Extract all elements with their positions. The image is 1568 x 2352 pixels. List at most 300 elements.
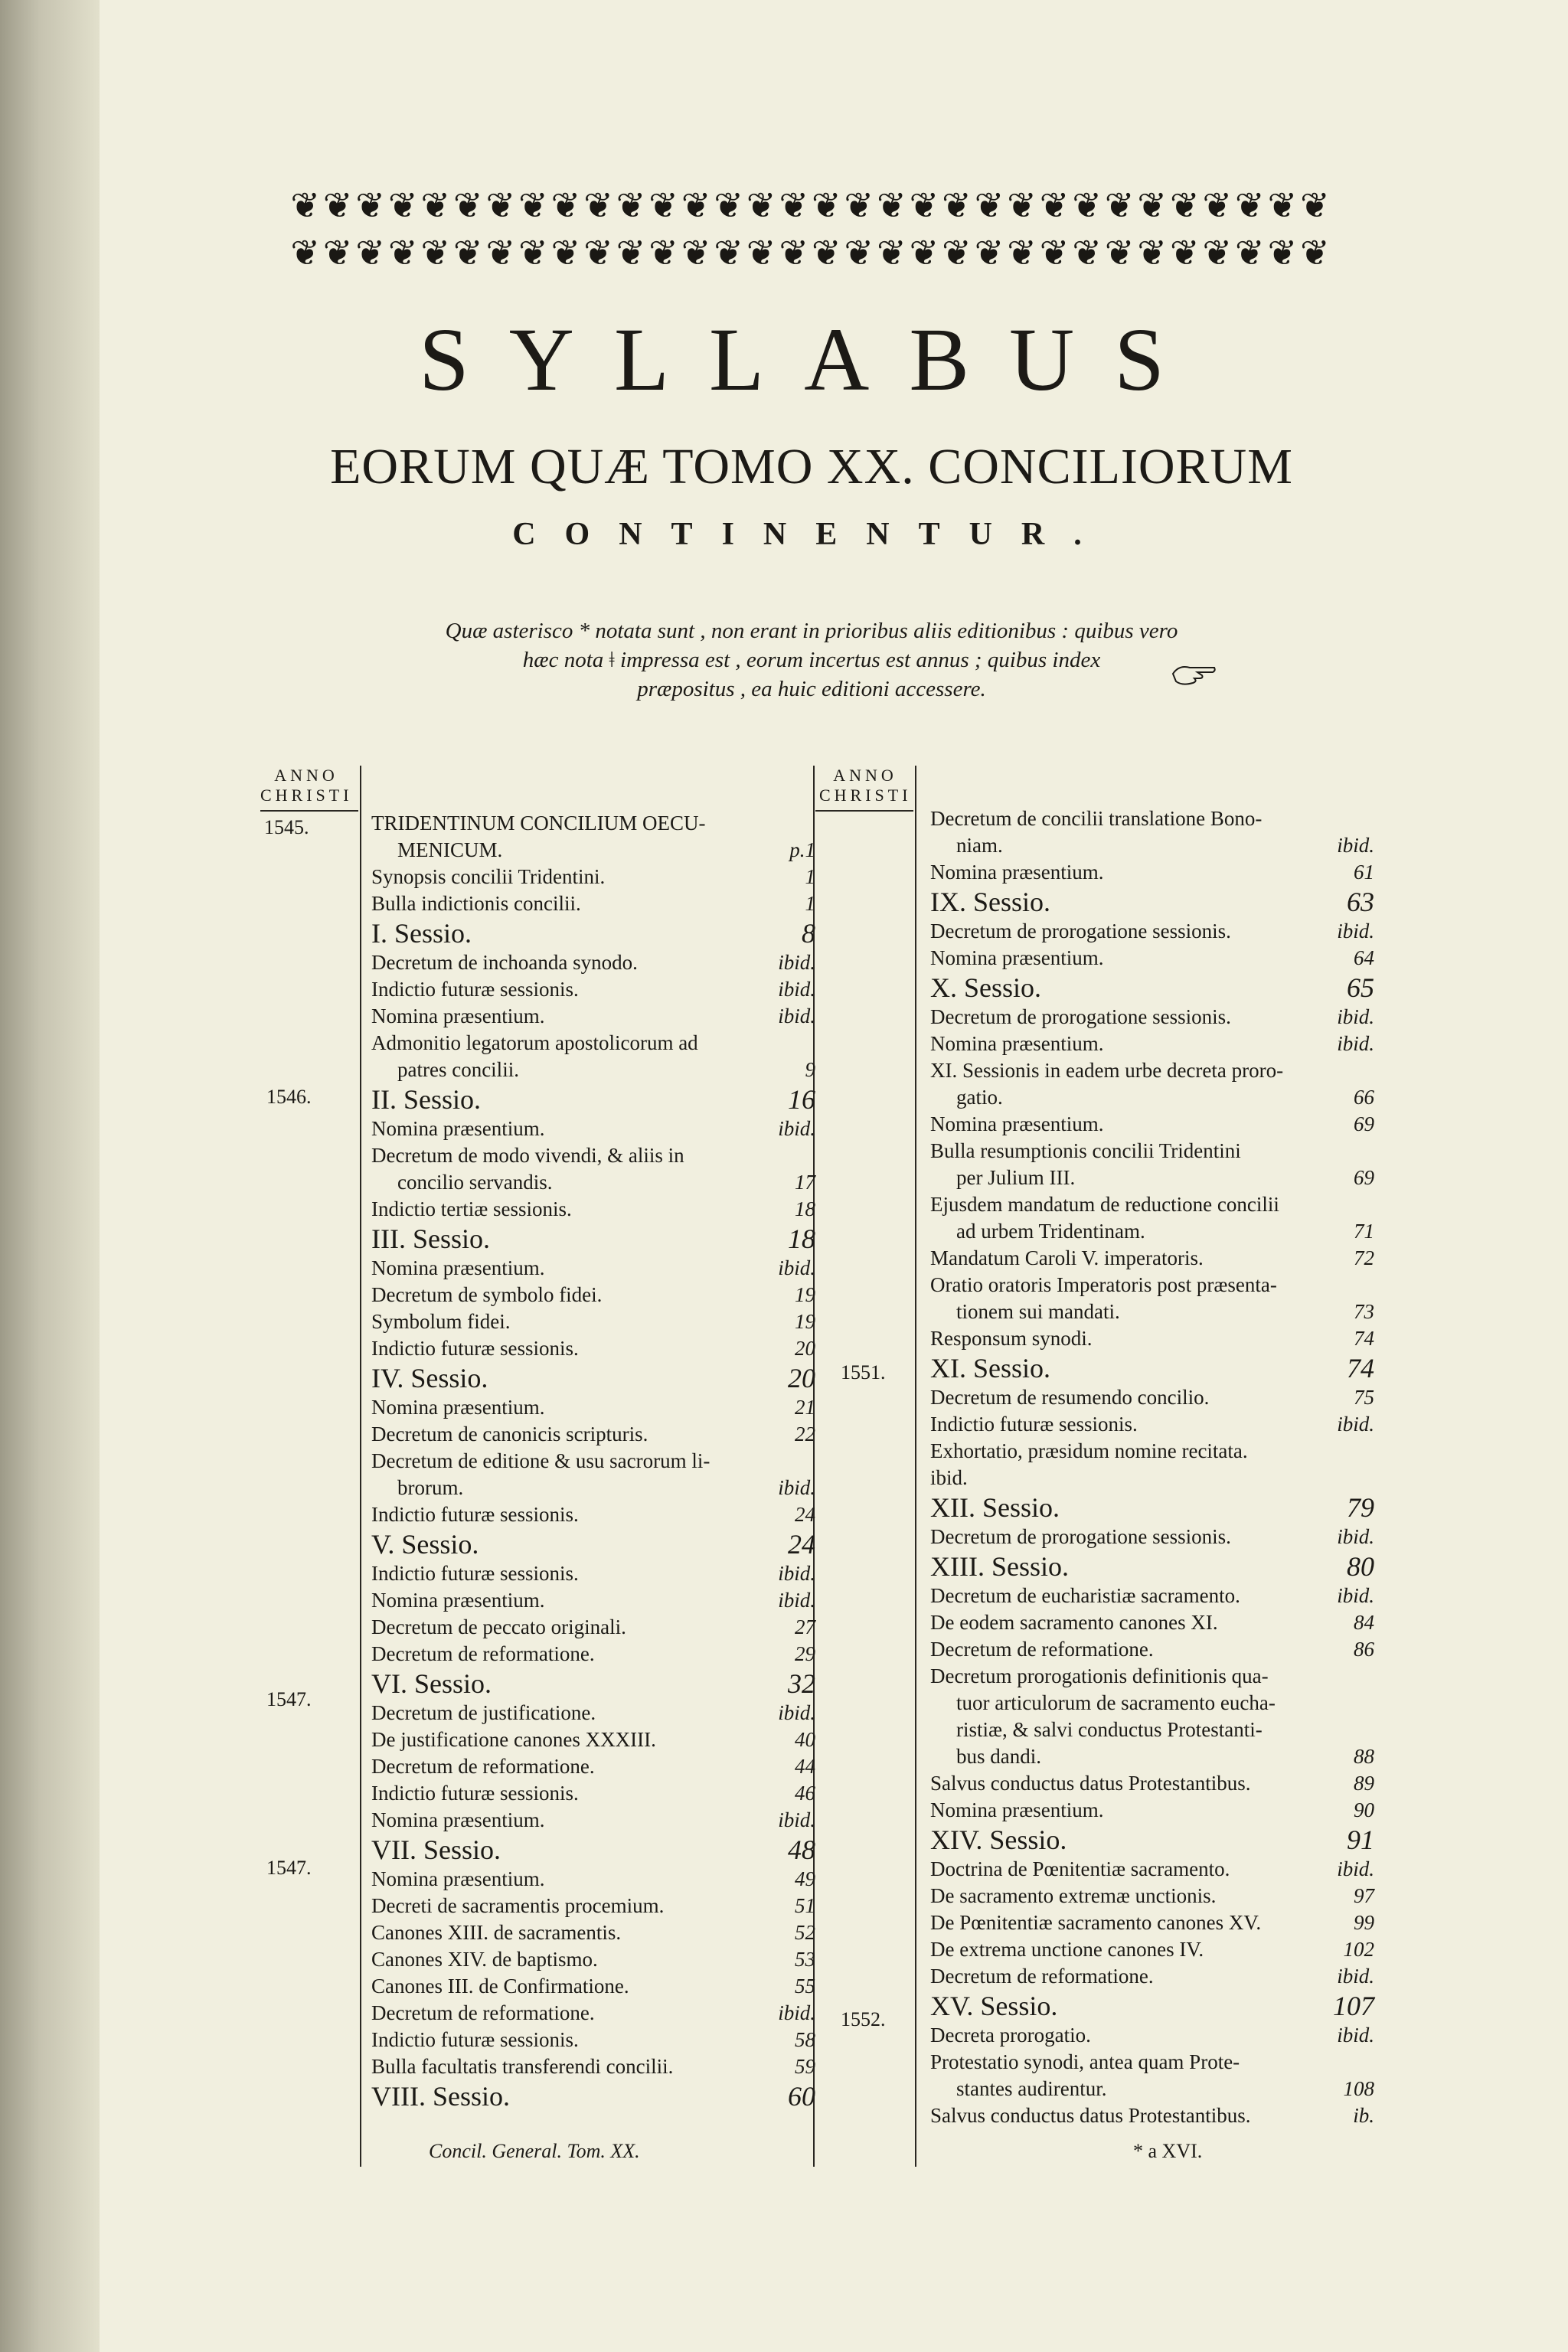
subtitle-line-1: EORUM QUÆ TOMO XX. CONCILIORUM: [330, 439, 1293, 495]
contents-entry: [930, 1465, 1374, 1491]
entry-page: 46: [795, 1782, 815, 1805]
entry-page: 19: [795, 1283, 815, 1306]
entry-page: 71: [1354, 1220, 1374, 1243]
entry-label: Nomina præsentium.: [371, 1396, 545, 1419]
entry-label: Nomina præsentium.: [371, 1256, 545, 1279]
entry-label: Oratio oratoris Imperatoris post præsenta-: [930, 1273, 1277, 1296]
contents-entry: [371, 1641, 815, 1668]
contents-entry: [930, 1111, 1374, 1138]
contents-entry: [371, 1308, 815, 1335]
entry-page: ibid.: [1337, 1857, 1374, 1880]
entry-label: Decreti de sacramentis procemium.: [371, 1894, 665, 1917]
header-anno: ANNO: [274, 766, 338, 785]
entry-label: Decretum de prorogatione sessionis.: [930, 1005, 1231, 1028]
year-marker: 1547.: [266, 1688, 312, 1710]
contents-entry: [371, 1282, 815, 1308]
contents-entry: [930, 1491, 1374, 1524]
contents-entry: [930, 1384, 1374, 1411]
entry-page: 75: [1354, 1386, 1374, 1409]
entry-label: Decretum de reformatione.: [371, 1755, 595, 1778]
contents-entry: [930, 1550, 1374, 1583]
entry-page: 51: [795, 1894, 815, 1917]
contents-entry: [930, 1325, 1374, 1352]
entry-page: 44: [795, 1755, 815, 1778]
contents-entry: [930, 1218, 1374, 1245]
contents-entry: [930, 886, 1374, 918]
entry-label: TRIDENTINUM CONCILIUM OECU-: [371, 812, 706, 835]
entry-label: Nomina præsentium.: [930, 861, 1104, 884]
entry-label: gatio.: [956, 1086, 1003, 1109]
entry-label: De sacramento extremæ unctionis.: [930, 1884, 1217, 1907]
entry-label: Nomina præsentium.: [371, 1004, 545, 1027]
entry-page: 73: [1354, 1300, 1374, 1323]
entry-label: Indictio futuræ sessionis.: [371, 1503, 579, 1526]
entry-page: 48: [788, 1834, 815, 1865]
contents-entry: [930, 1411, 1374, 1438]
entry-page: 17: [795, 1171, 815, 1194]
contents-entry: [930, 1057, 1374, 1084]
entry-page: 79: [1347, 1492, 1374, 1523]
entry-page: 61: [1354, 861, 1374, 884]
contents-entry: [930, 1138, 1374, 1165]
entry-label: tionem sui mandati.: [956, 1300, 1120, 1323]
entry-page: 29: [795, 1642, 815, 1665]
entry-label: Decretum de editione & usu sacrorum li-: [371, 1449, 710, 1472]
entry-label: Nomina præsentium.: [371, 1117, 545, 1140]
entry-label: Decretum prorogationis definitionis qua-: [930, 1664, 1269, 1687]
entry-page: ibid.: [778, 1117, 815, 1140]
entry-label: Decretum de modo vivendi, & aliis in: [371, 1144, 684, 1167]
entry-label: V. Sessio.: [371, 1529, 479, 1560]
year-marker: 1545.: [264, 816, 309, 838]
contents-entry: [371, 1223, 815, 1255]
contents-entry: [930, 1963, 1374, 1990]
contents-entry: [371, 1587, 815, 1614]
contents-entry: [371, 1335, 815, 1362]
page-gutter: [0, 0, 100, 2352]
ornament-band-bottom: ❦❦❦❦❦❦❦❦❦❦❦❦❦❦❦❦❦❦❦❦❦❦❦❦❦❦❦❦❦❦❦❦: [290, 234, 1333, 273]
entry-label: Admonitio legatorum apostolicorum ad: [371, 1031, 698, 1054]
entry-page: ibid.: [778, 1589, 815, 1612]
entry-page: 63: [1347, 887, 1374, 917]
entry-label: niam.: [956, 834, 1003, 857]
contents-entry: [371, 1753, 815, 1780]
entry-label: ad urbem Tridentinam.: [956, 1220, 1145, 1243]
contents-list-left: [371, 810, 815, 2112]
entry-label: VI. Sessio.: [371, 1668, 492, 1699]
entry-label: Decretum de peccato originali.: [371, 1615, 626, 1638]
entry-page: 74: [1347, 1353, 1374, 1383]
entry-label: Decreta prorogatio.: [930, 2024, 1091, 2047]
entry-label: Canones XIII. de sacramentis.: [371, 1921, 622, 1944]
entry-page: 66: [1354, 1086, 1374, 1109]
contents-entry: [371, 1030, 815, 1057]
contents-entry: [371, 1142, 815, 1169]
contents-entry: [930, 1770, 1374, 1797]
entry-label: Nomina præsentium.: [930, 1112, 1104, 1135]
entry-page: 32: [788, 1668, 815, 1699]
contents-entry: [371, 1116, 815, 1142]
entry-page: 97: [1354, 1884, 1374, 1907]
pointing-hand-icon: [1171, 658, 1217, 689]
entry-label: Salvus conductus datus Protestantibus.: [930, 2104, 1251, 2127]
contents-entry: [930, 805, 1374, 832]
contents-entry: [371, 1946, 815, 1973]
entry-page: 40: [795, 1728, 815, 1751]
entry-label: Decretum de reformatione.: [371, 1642, 595, 1665]
entry-page: ibid.: [1337, 834, 1374, 857]
contents-entry: [930, 1298, 1374, 1325]
entry-label: VIII. Sessio.: [371, 2081, 510, 2112]
entry-page: 107: [1333, 1991, 1374, 2021]
contents-entry: [930, 1856, 1374, 1883]
entry-page: 89: [1354, 1772, 1374, 1795]
contents-entry: [371, 1726, 815, 1753]
contents-entry: [930, 1609, 1374, 1636]
contents-entry: [930, 2102, 1374, 2129]
entry-label: Bulla facultatis transferendi concilii.: [371, 2055, 674, 2078]
page-title: SYLLABUS: [419, 309, 1204, 410]
contents-entry: [930, 1743, 1374, 1770]
entry-label: X. Sessio.: [930, 972, 1042, 1003]
entry-page: 69: [1354, 1112, 1374, 1135]
contents-entry: [371, 1196, 815, 1223]
year-marker: 1552.: [841, 2008, 886, 2030]
entry-label: De extrema unctione canones IV.: [930, 1938, 1204, 1961]
contents-entry: [371, 1780, 815, 1807]
entry-label: Nomina præsentium.: [930, 1032, 1104, 1055]
header-anno: ANNO: [833, 766, 897, 785]
entry-label: patres concilii.: [397, 1058, 519, 1081]
contents-entry: [930, 1936, 1374, 1963]
entry-page: 72: [1354, 1246, 1374, 1269]
contents-entry: [930, 1352, 1374, 1384]
contents-entry: [930, 2049, 1374, 2076]
entry-label: IX. Sessio.: [930, 887, 1051, 917]
entry-page: 16: [788, 1084, 815, 1115]
entry-page: 18: [788, 1223, 815, 1254]
entry-label: Decretum de reformatione.: [371, 2001, 595, 2024]
entry-label: Decretum de eucharistiæ sacramento.: [930, 1584, 1240, 1607]
entry-label: Responsum synodi.: [930, 1327, 1093, 1350]
entry-page: 52: [795, 1921, 815, 1944]
entry-page: ibid.: [778, 951, 815, 974]
year-marker: 1547.: [266, 1857, 312, 1879]
contents-entry: [371, 890, 815, 917]
entry-page: ibid.: [778, 978, 815, 1001]
contents-entry: [371, 1893, 815, 1919]
entry-label: Nomina præsentium.: [371, 1808, 545, 1831]
entry-label: Decretum de symbolo fidei.: [371, 1283, 603, 1306]
entry-label: XV. Sessio.: [930, 1991, 1058, 2021]
entry-label: XIII. Sessio.: [930, 1551, 1069, 1582]
entry-page: 60: [788, 2081, 815, 2112]
contents-entry: [371, 837, 815, 864]
entry-label: tuor articulorum de sacramento eucha-: [956, 1691, 1276, 1714]
contents-entry: [371, 2000, 815, 2027]
contents-entry: [371, 2080, 815, 2112]
contents-entry: [930, 1191, 1374, 1218]
entry-label: Nomina præsentium.: [371, 1589, 545, 1612]
contents-entry: [371, 1169, 815, 1196]
entry-page: ibid.: [1337, 1032, 1374, 1055]
contents-entry: [930, 1717, 1374, 1743]
entry-page: ibid.: [1337, 2024, 1374, 2047]
entry-label: Decretum de canonicis scripturis.: [371, 1423, 648, 1446]
entry-label: XII. Sessio.: [930, 1492, 1060, 1523]
entry-page: 86: [1354, 1638, 1374, 1661]
contents-entry: [930, 1824, 1374, 1856]
entry-label: Salvus conductus datus Protestantibus.: [930, 1772, 1251, 1795]
contents-entry: [371, 949, 815, 976]
entry-label: VII. Sessio.: [371, 1834, 501, 1865]
header-christi: CHRISTI: [819, 786, 912, 805]
contents-entry: [930, 859, 1374, 886]
entry-label: II. Sessio.: [371, 1084, 481, 1115]
entry-label: Indictio futuræ sessionis.: [930, 1413, 1138, 1436]
contents-entry: [930, 1272, 1374, 1298]
footer-page-mark: * a XVI.: [1133, 2140, 1203, 2162]
year-column-header-right: [819, 766, 911, 805]
contents-entry: [930, 1084, 1374, 1111]
entry-page: ibid.: [778, 1808, 815, 1831]
entry-page: ibid.: [778, 1701, 815, 1724]
entry-page: 84: [1354, 1611, 1374, 1634]
contents-entry: [371, 1973, 815, 2000]
contents-entry: [371, 1362, 815, 1394]
contents-entry: [930, 1797, 1374, 1824]
contents-entry: [371, 810, 815, 837]
entry-page: 9: [805, 1058, 815, 1081]
entry-page: 49: [795, 1867, 815, 1890]
entry-page: 24: [788, 1529, 815, 1560]
contents-entry: [930, 1583, 1374, 1609]
contents-entry: [371, 1475, 815, 1501]
entry-label: IV. Sessio.: [371, 1363, 488, 1393]
entry-page: 88: [1354, 1745, 1374, 1768]
entry-page: 24: [795, 1503, 815, 1526]
contents-entry: [371, 1421, 815, 1448]
entry-page: 18: [795, 1197, 815, 1220]
subtitle-line-2: CONTINENTUR.: [512, 517, 1111, 552]
entry-label: concilio servandis.: [397, 1171, 553, 1194]
entry-label: Bulla resumptionis concilii Tridentini: [930, 1139, 1241, 1162]
contents-entry: [371, 1501, 815, 1528]
entry-label: Ejusdem mandatum de reductione concilii: [930, 1193, 1279, 1216]
contents-entry: [930, 945, 1374, 972]
contents-entry: [930, 1004, 1374, 1031]
intro-line: præpositus , ea huic editioni accessere.: [637, 677, 986, 701]
contents-entry: [371, 1834, 815, 1866]
entry-label: stantes audirentur.: [956, 2077, 1107, 2100]
entry-page: 65: [1347, 972, 1374, 1003]
entry-page: 74: [1354, 1327, 1374, 1350]
header-christi: CHRISTI: [260, 786, 353, 805]
entry-page: 22: [795, 1423, 815, 1446]
contents-entry: [371, 1057, 815, 1083]
contents-entry: [930, 1031, 1374, 1057]
contents-entry: [930, 1245, 1374, 1272]
entry-page: ibid.: [1337, 1413, 1374, 1436]
contents-entry: [371, 1866, 815, 1893]
entry-page: p.1: [789, 838, 815, 861]
contents-entry: [371, 2053, 815, 2080]
entry-label: Decretum de prorogatione sessionis.: [930, 1525, 1231, 1548]
intro-line: Quæ asterisco * notata sunt , non erant in prioribus aliis editionibus : quibus vero: [445, 619, 1178, 643]
entry-page: 19: [795, 1310, 815, 1333]
entry-label: ibid.: [930, 1466, 968, 1489]
entry-label: De eodem sacramento canones XI.: [930, 1611, 1218, 1634]
contents-entry: [371, 1668, 815, 1700]
contents-entry: [930, 1690, 1374, 1717]
entry-page: 90: [1354, 1798, 1374, 1821]
entry-label: Protestatio synodi, antea quam Prote-: [930, 2050, 1240, 2073]
contents-entry: [371, 1700, 815, 1726]
entry-page: ib.: [1353, 2104, 1374, 2127]
contents-entry: [930, 2076, 1374, 2102]
entry-label: Canones XIV. de baptismo.: [371, 1948, 598, 1971]
contents-entry: [930, 972, 1374, 1004]
entry-label: Indictio tertiæ sessionis.: [371, 1197, 572, 1220]
entry-page: ibid.: [778, 1256, 815, 1279]
entry-label: I. Sessio.: [371, 918, 472, 949]
entry-page: 1: [805, 892, 815, 915]
contents-entry: [930, 1990, 1374, 2022]
contents-entry: [371, 1528, 815, 1560]
entry-page: 53: [795, 1948, 815, 1971]
contents-entry: [930, 1165, 1374, 1191]
entry-page: ibid.: [1337, 920, 1374, 942]
entry-page: 27: [795, 1615, 815, 1638]
entry-page: ibid.: [1337, 1005, 1374, 1028]
year-marker: 1551.: [841, 1361, 886, 1383]
footer-signature: Concil. General. Tom. XX.: [429, 2140, 640, 2162]
entry-label: Symbolum fidei.: [371, 1310, 511, 1333]
entry-page: 69: [1354, 1166, 1374, 1189]
contents-entry: [930, 1524, 1374, 1550]
entry-label: Indictio futuræ sessionis.: [371, 1337, 579, 1360]
entry-label: MENICUM.: [397, 838, 503, 861]
contents-list-right: [930, 805, 1374, 2129]
entry-page: ibid.: [778, 1476, 815, 1499]
contents-entry: [371, 1614, 815, 1641]
entry-label: Decretum de prorogatione sessionis.: [930, 920, 1231, 942]
entry-page: 20: [795, 1337, 815, 1360]
contents-entry: [371, 2027, 815, 2053]
entry-page: 64: [1354, 946, 1374, 969]
column-rule: [915, 766, 916, 2167]
entry-label: Decretum de inchoanda synodo.: [371, 951, 638, 974]
entry-label: bus dandi.: [956, 1745, 1041, 1768]
entry-label: Decretum de resumendo concilio.: [930, 1386, 1210, 1409]
entry-page: 99: [1354, 1911, 1374, 1934]
contents-entry: [930, 1663, 1374, 1690]
entry-label: Decretum de reformatione.: [930, 1638, 1154, 1661]
contents-entry: [371, 1807, 815, 1834]
contents-entry: [371, 864, 815, 890]
entry-label: Synopsis concilii Tridentini.: [371, 865, 606, 888]
entry-label: Indictio futuræ sessionis.: [371, 1562, 579, 1585]
contents-entry: [371, 1448, 815, 1475]
contents-entry: [930, 918, 1374, 945]
entry-label: XI. Sessionis in eadem urbe decreta proro-: [930, 1059, 1284, 1082]
header-rule: [260, 810, 358, 812]
contents-entry: [371, 1003, 815, 1030]
contents-entry: [930, 1909, 1374, 1936]
entry-label: Indictio futuræ sessionis.: [371, 978, 579, 1001]
entry-label: Nomina præsentium.: [930, 1798, 1104, 1821]
entry-page: 91: [1347, 1824, 1374, 1855]
entry-page: ibid.: [1337, 1584, 1374, 1607]
entry-label: Canones III. de Confirmatione.: [371, 1975, 629, 1998]
entry-label: brorum.: [397, 1476, 464, 1499]
entry-page: ibid.: [1337, 1525, 1374, 1548]
entry-label: Nomina præsentium.: [930, 946, 1104, 969]
entry-page: 59: [795, 2055, 815, 2078]
entry-label: Indictio futuræ sessionis.: [371, 1782, 579, 1805]
entry-page: ibid.: [778, 1562, 815, 1585]
entry-label: Doctrina de Pœnitentiæ sacramento.: [930, 1857, 1230, 1880]
entry-page: 108: [1343, 2077, 1374, 2100]
entry-label: per Julium III.: [956, 1166, 1076, 1189]
entry-page: 55: [795, 1975, 815, 1998]
entry-page: 58: [795, 2028, 815, 2051]
entry-label: III. Sessio.: [371, 1223, 490, 1254]
entry-label: Nomina præsentium.: [371, 1867, 545, 1890]
contents-entry: [930, 1883, 1374, 1909]
intro-line: hæc nota ǂ impressa est , eorum incertus est annus ; quibus index: [522, 648, 1101, 672]
entry-label: Mandatum Caroli V. imperatoris.: [930, 1246, 1204, 1269]
contents-entry: [371, 1255, 815, 1282]
entry-label: Decretum de justificatione.: [371, 1701, 596, 1724]
entry-label: XIV. Sessio.: [930, 1824, 1067, 1855]
header-rule: [815, 810, 913, 812]
contents-entry: [371, 1083, 815, 1116]
entry-page: 102: [1343, 1938, 1374, 1961]
entry-page: 80: [1347, 1551, 1374, 1582]
contents-entry: [371, 1560, 815, 1587]
entry-page: ibid.: [778, 2001, 815, 2024]
contents-entry: [371, 917, 815, 949]
year-column-header-left: [260, 766, 352, 805]
entry-page: 20: [788, 1363, 815, 1393]
entry-label: Decretum de reformatione.: [930, 1965, 1154, 1988]
entry-page: ibid.: [1337, 1965, 1374, 1988]
contents-entry: [930, 832, 1374, 859]
contents-entry: [371, 1919, 815, 1946]
entry-label: ristiæ, & salvi conductus Protestanti-: [956, 1718, 1263, 1741]
entry-label: Exhortatio, præsidum nomine recitata.: [930, 1439, 1248, 1462]
contents-entry: [930, 1636, 1374, 1663]
entry-page: 21: [795, 1396, 815, 1419]
year-marker: 1546.: [266, 1086, 312, 1108]
contents-entry: [371, 1394, 815, 1421]
entry-label: De Pœnitentiæ sacramento canones XV.: [930, 1911, 1262, 1934]
contents-entry: [371, 976, 815, 1003]
entry-label: Decretum de concilii translatione Bono-: [930, 807, 1263, 830]
column-rule: [360, 766, 361, 2167]
entry-page: ibid.: [778, 1004, 815, 1027]
contents-entry: [930, 1438, 1374, 1465]
entry-label: Indictio futuræ sessionis.: [371, 2028, 579, 2051]
entry-page: 8: [802, 918, 815, 949]
entry-label: Bulla indictionis concilii.: [371, 892, 581, 915]
ornament-band-top: ❦❦❦❦❦❦❦❦❦❦❦❦❦❦❦❦❦❦❦❦❦❦❦❦❦❦❦❦❦❦❦❦: [290, 186, 1333, 225]
entry-label: De justificatione canones XXXIII.: [371, 1728, 656, 1751]
entry-label: XI. Sessio.: [930, 1353, 1051, 1383]
entry-page: 1: [805, 865, 815, 888]
contents-entry: [930, 2022, 1374, 2049]
